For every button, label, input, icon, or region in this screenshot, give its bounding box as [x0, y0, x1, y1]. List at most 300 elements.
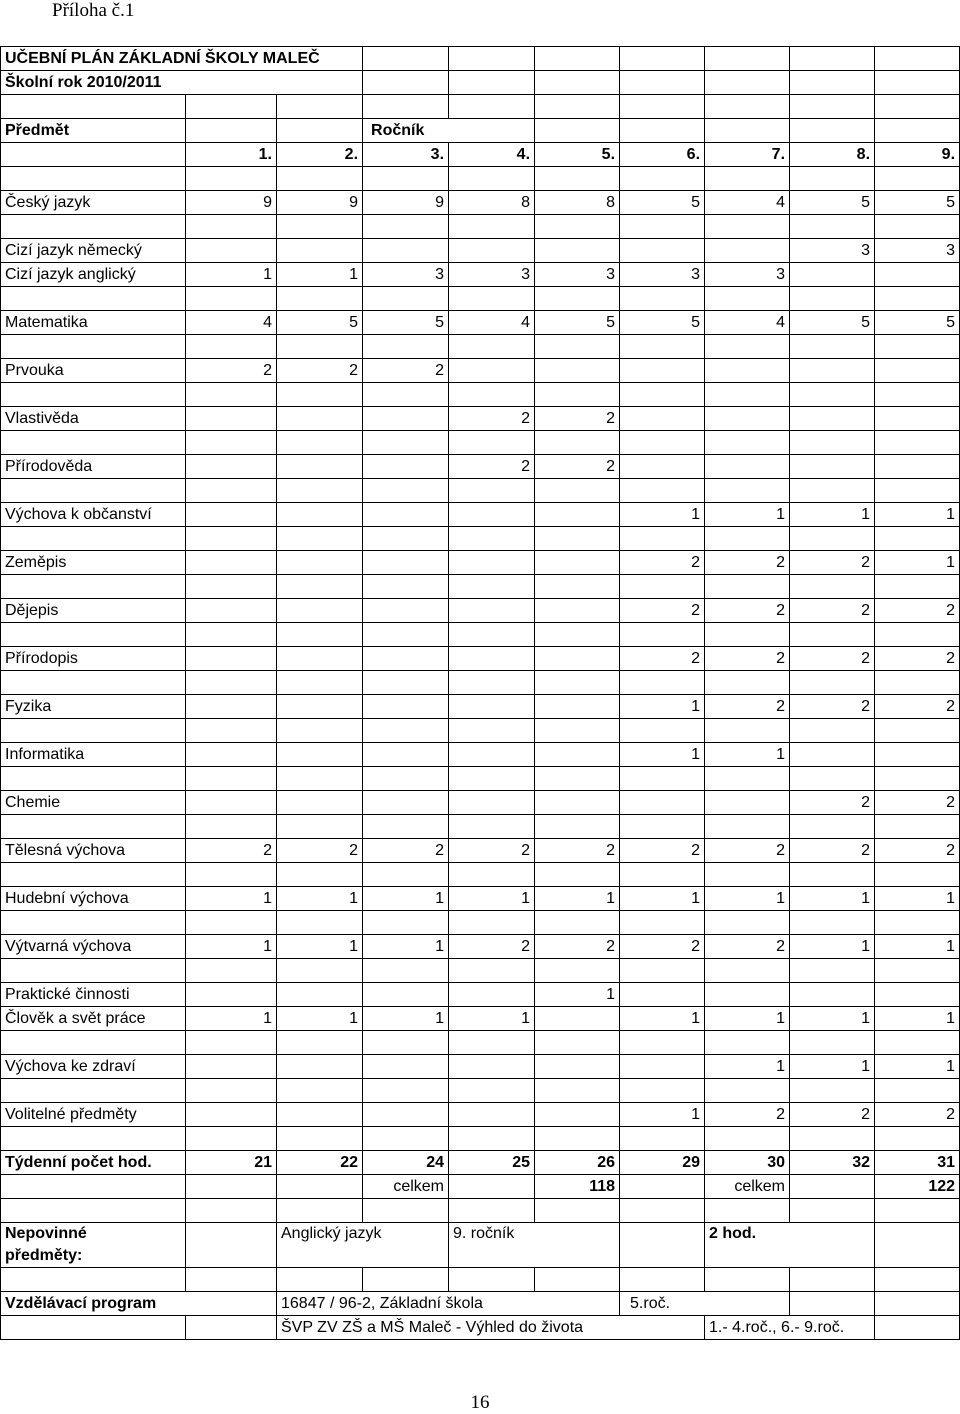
hours-cell [186, 647, 277, 671]
hours-cell [449, 695, 535, 719]
subject-row [1, 455, 960, 479]
hours-cell [449, 983, 535, 1007]
empty-cell [449, 335, 535, 359]
hours-cell [363, 239, 449, 263]
subject-name: Matematika [1, 311, 186, 335]
empty-cell [875, 671, 960, 695]
hours-cell [277, 599, 363, 623]
subject-row [1, 263, 960, 287]
empty-cell [186, 719, 277, 743]
empty-cell [186, 383, 277, 407]
grade-header: Ročník [363, 119, 535, 143]
empty-cell [363, 1199, 449, 1223]
school-year-row [1, 71, 960, 95]
subject-row [1, 983, 960, 1007]
empty-cell [620, 959, 705, 983]
hours-cell [875, 407, 960, 431]
hours-cell: 2 [875, 791, 960, 815]
empty-cell [363, 911, 449, 935]
hours-cell: 5 [875, 191, 960, 215]
hours-cell [186, 1103, 277, 1127]
empty-cell [620, 527, 705, 551]
celkem-label: celkem [705, 1175, 790, 1199]
subject-row [1, 503, 960, 527]
empty-cell [705, 815, 790, 839]
empty-cell [186, 95, 277, 119]
empty-cell [535, 47, 620, 71]
hours-cell: 1 [875, 503, 960, 527]
hours-cell [790, 743, 875, 767]
hours-cell [705, 359, 790, 383]
empty-cell [1, 911, 186, 935]
empty-cell [620, 1268, 705, 1292]
hours-cell: 2 [790, 791, 875, 815]
hours-cell [875, 263, 960, 287]
empty-cell [1, 383, 186, 407]
empty-cell [277, 767, 363, 791]
hours-cell: 2 [186, 359, 277, 383]
empty-cell [875, 95, 960, 119]
empty-cell [875, 719, 960, 743]
empty-cell [535, 479, 620, 503]
hours-cell [535, 647, 620, 671]
optional-grade: 9. ročník [449, 1223, 620, 1268]
empty-cell [620, 1127, 705, 1151]
grade-number: 8. [790, 143, 875, 167]
empty-cell [1, 623, 186, 647]
spacer-row [1, 287, 960, 311]
hours-cell: 4 [449, 311, 535, 335]
weekly-hours-row [1, 1151, 960, 1175]
empty-cell [449, 431, 535, 455]
empty-cell [186, 287, 277, 311]
hours-cell: 3 [449, 263, 535, 287]
empty-cell [277, 215, 363, 239]
empty-cell [449, 287, 535, 311]
empty-cell [1, 1031, 186, 1055]
empty-cell [705, 335, 790, 359]
empty-cell [790, 1292, 875, 1316]
spacer-row [1, 623, 960, 647]
empty-cell [363, 767, 449, 791]
hours-cell: 5 [790, 191, 875, 215]
subject-row [1, 743, 960, 767]
empty-cell [277, 431, 363, 455]
spacer-row [1, 1031, 960, 1055]
subject-name: Cizí jazyk německý [1, 239, 186, 263]
hours-cell: 1 [875, 1055, 960, 1079]
hours-cell [363, 695, 449, 719]
empty-cell [535, 623, 620, 647]
empty-cell [1, 143, 186, 167]
empty-cell [186, 335, 277, 359]
program-name-2: ŠVP ZV ZŠ a MŠ Maleč - Výhled do života [277, 1316, 705, 1340]
hours-cell: 1 [705, 887, 790, 911]
spacer-row [1, 215, 960, 239]
spacer-row [1, 767, 960, 791]
hours-cell: 2 [875, 839, 960, 863]
empty-cell [535, 1079, 620, 1103]
empty-cell [277, 95, 363, 119]
empty-cell [186, 527, 277, 551]
empty-cell [620, 575, 705, 599]
hours-cell [449, 1055, 535, 1079]
empty-cell [790, 1127, 875, 1151]
optional-label [1, 1223, 186, 1268]
hours-cell [186, 599, 277, 623]
hours-cell [186, 239, 277, 263]
hours-cell [449, 743, 535, 767]
empty-cell [363, 335, 449, 359]
empty-cell [705, 95, 790, 119]
weekly-hours-cell: 22 [277, 1151, 363, 1175]
grade-number: 5. [535, 143, 620, 167]
hours-cell: 4 [705, 191, 790, 215]
hours-cell: 2 [705, 1103, 790, 1127]
hours-cell: 5 [620, 191, 705, 215]
hours-cell: 2 [535, 935, 620, 959]
empty-cell [277, 1079, 363, 1103]
empty-cell [705, 527, 790, 551]
hours-cell: 4 [705, 311, 790, 335]
hours-cell [186, 551, 277, 575]
optional-subject: Anglický jazyk [277, 1223, 449, 1268]
empty-cell [186, 479, 277, 503]
grades-row [1, 143, 960, 167]
empty-cell [186, 215, 277, 239]
spacer-row [1, 95, 960, 119]
hours-cell [705, 407, 790, 431]
subject-row [1, 239, 960, 263]
empty-cell [620, 119, 705, 143]
empty-cell [363, 959, 449, 983]
empty-cell [875, 479, 960, 503]
hours-cell [620, 1055, 705, 1079]
empty-cell [277, 719, 363, 743]
hours-cell [277, 1055, 363, 1079]
empty-cell [875, 335, 960, 359]
hours-cell: 2 [705, 599, 790, 623]
hours-cell: 2 [705, 551, 790, 575]
empty-cell [620, 167, 705, 191]
spacer-row [1, 1079, 960, 1103]
empty-cell [363, 1079, 449, 1103]
empty-cell [705, 119, 790, 143]
hours-cell: 2 [535, 839, 620, 863]
empty-cell [875, 431, 960, 455]
empty-cell [449, 623, 535, 647]
hours-cell: 3 [790, 239, 875, 263]
hours-cell: 2 [277, 839, 363, 863]
empty-cell [875, 119, 960, 143]
empty-cell [186, 863, 277, 887]
empty-cell [790, 479, 875, 503]
empty-cell [277, 575, 363, 599]
empty-cell [186, 1079, 277, 1103]
empty-cell [186, 119, 277, 143]
spacer-row [1, 431, 960, 455]
hours-cell: 2 [705, 935, 790, 959]
hours-cell: 2 [620, 551, 705, 575]
hours-cell: 1 [363, 935, 449, 959]
hours-cell: 2 [790, 839, 875, 863]
subject-row [1, 839, 960, 863]
spacer-row [1, 815, 960, 839]
hours-cell: 2 [449, 407, 535, 431]
empty-cell [277, 335, 363, 359]
empty-cell [875, 1316, 960, 1340]
hours-cell: 2 [277, 359, 363, 383]
hours-cell: 2 [535, 407, 620, 431]
hours-cell [620, 455, 705, 479]
empty-cell [449, 47, 535, 71]
empty-cell [277, 479, 363, 503]
empty-cell [535, 71, 620, 95]
empty-cell [277, 383, 363, 407]
hours-cell: 2 [705, 839, 790, 863]
subject-name: Výchova k občanství [1, 503, 186, 527]
empty-cell [1, 671, 186, 695]
empty-cell [277, 167, 363, 191]
hours-cell [186, 791, 277, 815]
grade-number: 2. [277, 143, 363, 167]
grade-number: 6. [620, 143, 705, 167]
empty-cell [449, 527, 535, 551]
hours-cell [449, 1103, 535, 1127]
subject-name: Výtvarná výchova [1, 935, 186, 959]
hours-cell: 1 [620, 503, 705, 527]
empty-cell [620, 1031, 705, 1055]
hours-cell: 2 [875, 695, 960, 719]
empty-cell [1, 479, 186, 503]
subject-name: Hudební výchova [1, 887, 186, 911]
empty-cell [790, 431, 875, 455]
hours-cell: 1 [875, 1007, 960, 1031]
empty-cell [705, 479, 790, 503]
empty-cell [790, 383, 875, 407]
empty-cell [1, 1175, 186, 1199]
subject-row [1, 551, 960, 575]
hours-cell: 1 [705, 503, 790, 527]
empty-cell [620, 1223, 705, 1268]
empty-cell [875, 767, 960, 791]
empty-cell [620, 1079, 705, 1103]
hours-cell [535, 695, 620, 719]
empty-cell [790, 719, 875, 743]
empty-cell [186, 815, 277, 839]
empty-cell [535, 1268, 620, 1292]
empty-cell [790, 1268, 875, 1292]
hours-cell [790, 407, 875, 431]
empty-cell [705, 1127, 790, 1151]
hours-cell: 1 [277, 263, 363, 287]
totals-row [1, 1175, 960, 1199]
subject-name: Volitelné předměty [1, 1103, 186, 1127]
hours-cell: 2 [790, 647, 875, 671]
grade-number: 3. [363, 143, 449, 167]
hours-cell: 1 [790, 1055, 875, 1079]
curriculum-table [0, 46, 960, 1340]
subject-name: Chemie [1, 791, 186, 815]
hours-cell [449, 503, 535, 527]
empty-cell [363, 1127, 449, 1151]
empty-cell [363, 1031, 449, 1055]
empty-cell [449, 167, 535, 191]
hours-cell [277, 983, 363, 1007]
empty-cell [705, 911, 790, 935]
hours-cell: 3 [620, 263, 705, 287]
hours-cell [705, 983, 790, 1007]
spacer-row [1, 527, 960, 551]
hours-cell [277, 791, 363, 815]
hours-cell: 1 [535, 983, 620, 1007]
hours-cell [449, 239, 535, 263]
empty-cell [277, 815, 363, 839]
empty-cell [186, 1175, 277, 1199]
empty-cell [1, 1316, 186, 1340]
total-first-stage: 118 [535, 1175, 620, 1199]
empty-cell [363, 383, 449, 407]
subject-name: Fyzika [1, 695, 186, 719]
empty-cell [875, 1031, 960, 1055]
hours-cell [535, 1007, 620, 1031]
subject-name: Praktické činnosti [1, 983, 186, 1007]
hours-cell [535, 743, 620, 767]
empty-cell [1, 431, 186, 455]
empty-cell [705, 1031, 790, 1055]
empty-cell [705, 575, 790, 599]
hours-cell: 2 [186, 839, 277, 863]
hours-cell [535, 1055, 620, 1079]
hours-cell: 1 [363, 887, 449, 911]
program-name-1: 16847 / 96-2, Základní škola [277, 1292, 620, 1316]
empty-cell [535, 1127, 620, 1151]
empty-cell [620, 215, 705, 239]
weekly-hours-cell: 25 [449, 1151, 535, 1175]
empty-cell [277, 671, 363, 695]
hours-cell: 3 [535, 263, 620, 287]
spacer-row [1, 671, 960, 695]
empty-cell [790, 1079, 875, 1103]
empty-cell [790, 575, 875, 599]
hours-cell [790, 455, 875, 479]
empty-cell [363, 215, 449, 239]
empty-cell [875, 1268, 960, 1292]
hours-cell: 9 [186, 191, 277, 215]
empty-cell [277, 527, 363, 551]
empty-cell [1, 1268, 186, 1292]
hours-cell: 1 [620, 887, 705, 911]
empty-cell [535, 911, 620, 935]
hours-cell: 1 [790, 887, 875, 911]
empty-cell [875, 71, 960, 95]
hours-cell [620, 983, 705, 1007]
subject-row [1, 695, 960, 719]
empty-cell [449, 911, 535, 935]
empty-cell [449, 215, 535, 239]
empty-cell [363, 671, 449, 695]
empty-cell [705, 383, 790, 407]
empty-cell [535, 1031, 620, 1055]
grade-number: 7. [705, 143, 790, 167]
hours-cell [705, 791, 790, 815]
empty-cell [535, 671, 620, 695]
empty-cell [186, 1268, 277, 1292]
hours-cell [277, 239, 363, 263]
hours-cell: 5 [620, 311, 705, 335]
subject-row [1, 311, 960, 335]
spacer-row [1, 959, 960, 983]
subject-row [1, 191, 960, 215]
hours-cell [363, 983, 449, 1007]
subject-name: Přírodopis [1, 647, 186, 671]
hours-cell [620, 407, 705, 431]
spacer-row [1, 719, 960, 743]
empty-cell [705, 47, 790, 71]
empty-cell [449, 767, 535, 791]
empty-cell [535, 1199, 620, 1223]
empty-cell [790, 671, 875, 695]
grade-number: 1. [186, 143, 277, 167]
header-row [1, 119, 960, 143]
spacer-row [1, 383, 960, 407]
weekly-hours-cell: 31 [875, 1151, 960, 1175]
empty-cell [1, 815, 186, 839]
empty-cell [449, 383, 535, 407]
hours-cell: 1 [875, 935, 960, 959]
hours-cell: 1 [277, 887, 363, 911]
hours-cell: 2 [705, 695, 790, 719]
empty-cell [186, 1316, 277, 1340]
empty-cell [705, 287, 790, 311]
hours-cell [277, 647, 363, 671]
hours-cell: 8 [535, 191, 620, 215]
hours-cell [363, 599, 449, 623]
hours-cell [875, 359, 960, 383]
empty-cell [620, 1175, 705, 1199]
hours-cell: 1 [186, 887, 277, 911]
hours-cell: 2 [535, 455, 620, 479]
empty-cell [620, 383, 705, 407]
empty-cell [186, 959, 277, 983]
empty-cell [620, 863, 705, 887]
empty-cell [875, 1223, 960, 1268]
hours-cell: 1 [186, 1007, 277, 1031]
empty-cell [705, 719, 790, 743]
empty-cell [875, 167, 960, 191]
empty-cell [875, 1292, 960, 1316]
hours-cell [277, 503, 363, 527]
empty-cell [1, 1127, 186, 1151]
empty-cell [363, 287, 449, 311]
empty-cell [277, 119, 363, 143]
weekly-hours-label: Týdenní počet hod. [1, 1151, 186, 1175]
hours-cell [535, 791, 620, 815]
hours-cell: 1 [705, 1055, 790, 1079]
hours-cell [363, 551, 449, 575]
hours-cell [186, 1055, 277, 1079]
hours-cell: 5 [790, 311, 875, 335]
spacer-row [1, 479, 960, 503]
title-row [1, 47, 960, 71]
empty-cell [535, 815, 620, 839]
spacer-row [1, 575, 960, 599]
empty-cell [620, 95, 705, 119]
hours-cell: 5 [277, 311, 363, 335]
spacer-row [1, 167, 960, 191]
empty-cell [363, 863, 449, 887]
empty-cell [535, 767, 620, 791]
